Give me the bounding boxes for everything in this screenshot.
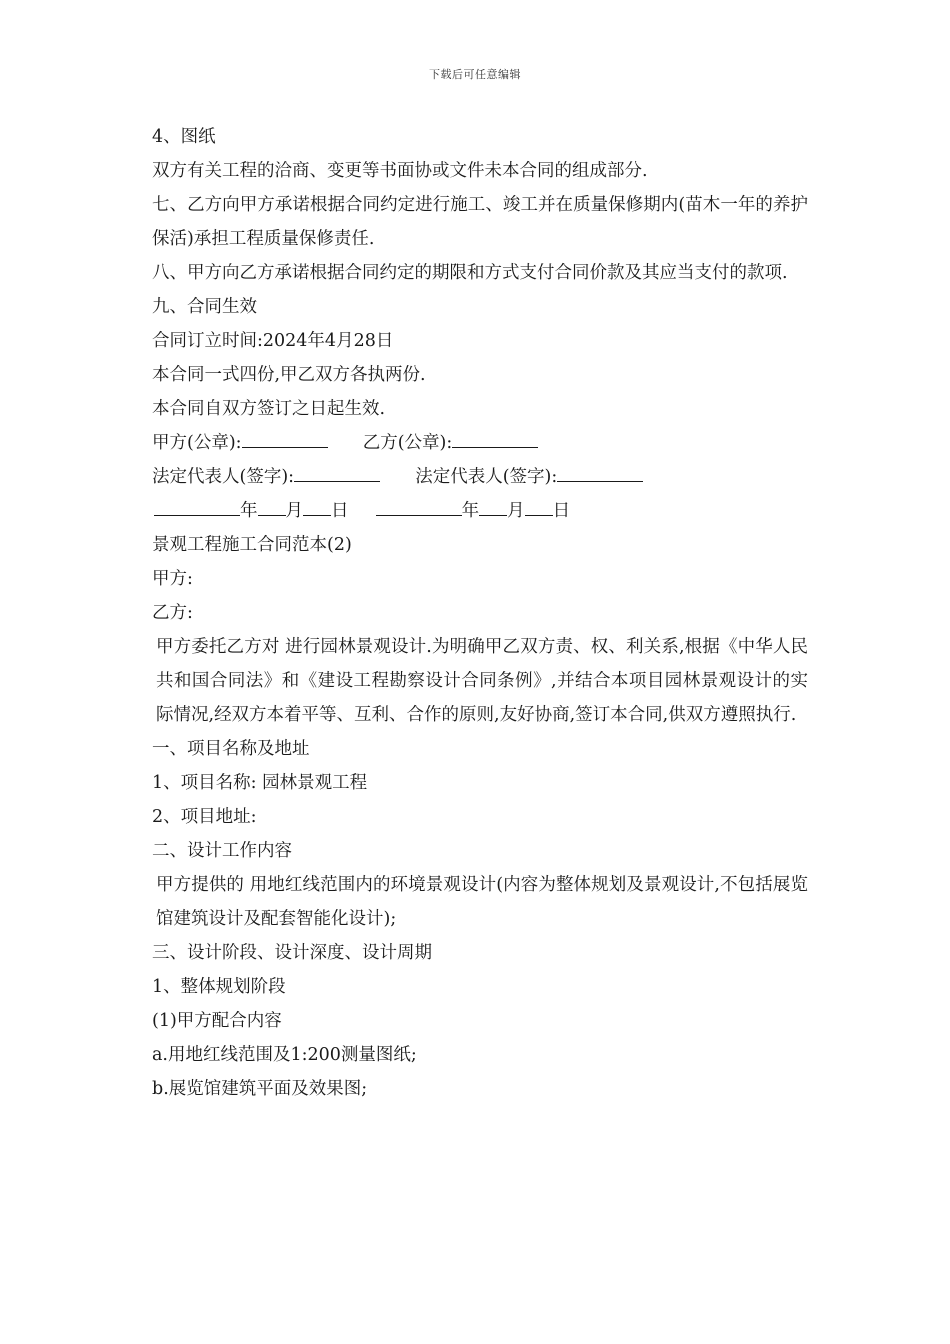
party-a-rep-label: 法定代表人(签字): (152, 467, 295, 487)
paragraph: 甲方委托乙方对 进行园林景观设计.为明确甲乙双方责、权、利关系,根据《中华人民共和国合同法》和《建设工程勘察设计合同条例》,并结合本项目园林景观设计的实际情况,经双方本着平等、互利、合作的原则,友好协商,签订本合同,供双方遵照执行. (156, 637, 808, 725)
paragraph: 八、甲方向乙方承诺根据合同约定的期限和方式支付合同价款及其应当支付的款项. (152, 263, 788, 283)
month-label: 月 (285, 501, 303, 521)
paragraph: 本合同一式四份,甲乙双方各执两份. (152, 365, 426, 385)
paragraph: 合同订立时间:2024年4月28日 (152, 331, 394, 351)
paragraph: 甲方提供的 用地红线范围内的环境景观设计(内容为整体规划及景观设计,不包括展览馆建筑设计及配套智能化设计); (156, 875, 808, 929)
year-label: 年 (461, 501, 480, 521)
paragraph: 七、乙方向甲方承诺根据合同约定进行施工、竣工并在质量保修期内(苗木一年的养护保活)承担工程质量保修责任. (152, 195, 808, 249)
paragraph: 1、整体规划阶段 (152, 977, 286, 997)
section-heading: 景观工程施工合同范本(2) (152, 535, 352, 555)
month-label: 月 (507, 501, 525, 521)
party-b-year-blank (376, 495, 462, 516)
section-heading: 三、设计阶段、设计深度、设计周期 (152, 943, 432, 963)
paragraph: (1)甲方配合内容 (152, 1011, 282, 1031)
year-label: 年 (240, 501, 258, 521)
party-b-day-blank (525, 495, 553, 516)
party-b-seal-blank (452, 427, 538, 448)
party-a-year-blank (154, 495, 240, 516)
paragraph: a.用地红线范围及1:200测量图纸; (152, 1045, 417, 1065)
party-a-seal-blank (242, 427, 328, 448)
page-header: 下载后可任意编辑 (429, 68, 521, 81)
section-heading: 二、设计工作内容 (152, 841, 292, 861)
signature-row-rep (144, 460, 808, 494)
paragraph: 2、项目地址: (152, 807, 257, 827)
paragraph: 甲方: (152, 569, 193, 589)
signature-row-date (144, 494, 808, 528)
paragraph: b.展览馆建筑平面及效果图; (152, 1079, 368, 1099)
paragraph: 本合同自双方签订之日起生效. (152, 399, 386, 419)
paragraph: 乙方: (152, 603, 193, 623)
document-body (144, 120, 808, 1106)
party-a-rep-blank (294, 461, 380, 482)
day-label: 日 (552, 501, 571, 521)
section-heading: 九、合同生效 (152, 297, 257, 317)
party-b-seal-label: 乙方(公章): (362, 433, 453, 453)
paragraph: 4、图纸 (152, 127, 216, 147)
signature-row-seal (144, 426, 808, 460)
party-b-rep-label: 法定代表人(签字): (415, 467, 558, 487)
party-a-month-blank (258, 495, 286, 516)
paragraph: 1、项目名称: 园林景观工程 (152, 773, 368, 793)
paragraph: 双方有关工程的洽商、变更等书面协或文件未本合同的组成部分. (152, 161, 648, 181)
section-heading: 一、项目名称及地址 (152, 739, 310, 759)
day-label: 日 (331, 501, 349, 521)
party-b-rep-blank (557, 461, 643, 482)
party-a-seal-label: 甲方(公章): (152, 433, 242, 453)
party-a-day-blank (303, 495, 331, 516)
party-b-month-blank (479, 495, 507, 516)
